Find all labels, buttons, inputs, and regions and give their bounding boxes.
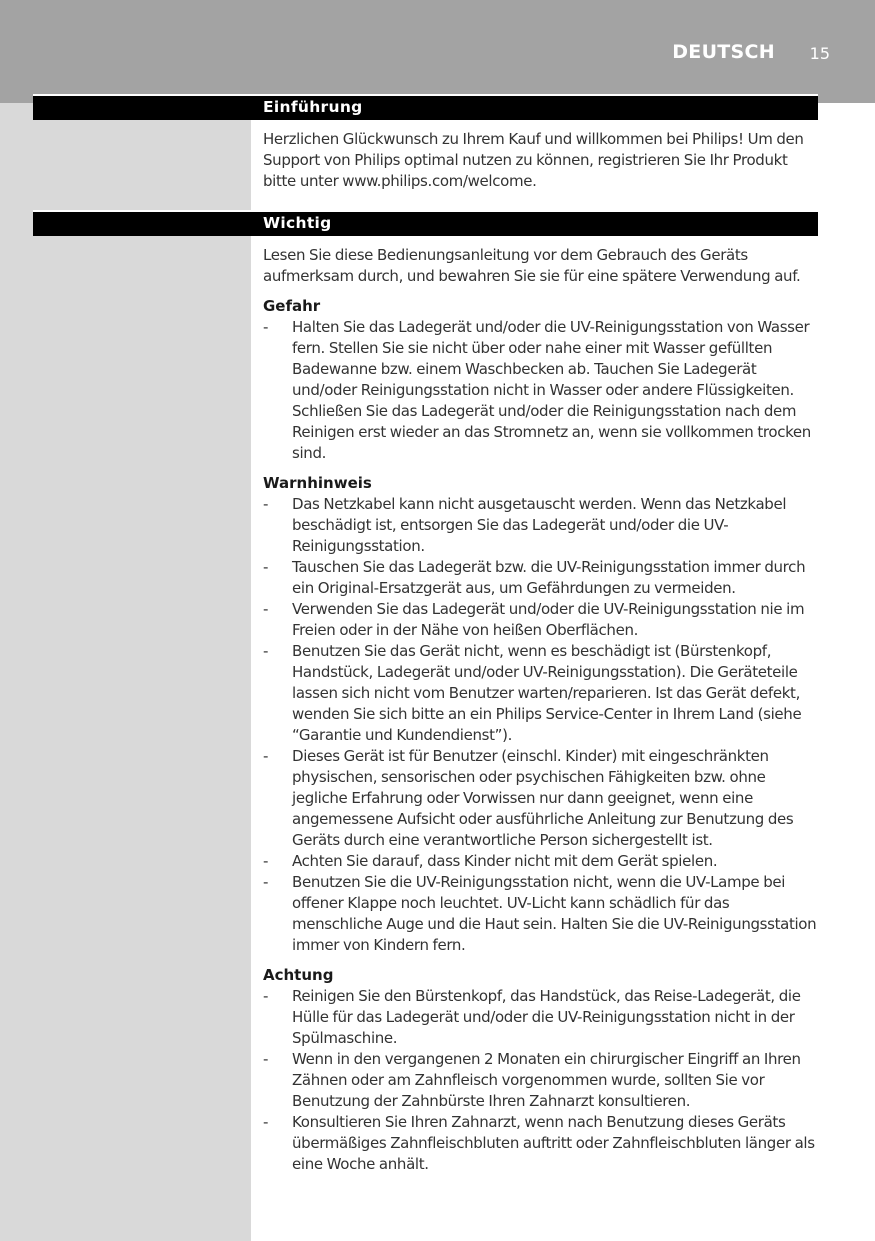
list-item: - Achten Sie darauf, dass Kinder nicht mit dem Gerät spielen. xyxy=(263,851,823,872)
list-item: - Tauschen Sie das Ladegerät bzw. die UV-Reinigungsstation immer durch ein Original-Ersatzgerät aus, um Gefährdungen zu vermeiden. xyxy=(263,557,823,599)
section-bar-important xyxy=(33,210,818,236)
list-item: - Wenn in den vergangenen 2 Monaten ein chirurgischer Eingriff an Ihren Zähnen oder am Zahnfleisch vorgenommen wurde, sollten Sie vor Benutzung der Zahnbürste Ihren Zahnarzt konsultieren. xyxy=(263,1049,823,1112)
left-margin-panel xyxy=(0,103,251,1241)
list-item: - Halten Sie das Ladegerät und/oder die UV-Reinigungsstation von Wasser fern. Stellen Sie sie nicht über oder nahe einer mit Wasser gefüllten Badewanne bzw. einem Waschbecken ab. Tauchen Sie Ladegerät und/oder Reinigungsstation nicht in Wasser oder andere Flüssigkeiten. Schließen Sie das Ladegerät und/oder die Reinigungsstation nach dem Reinigen erst wieder an das Stromnetz an, wenn sie vollkommen trocken sind. xyxy=(263,317,823,464)
intro-paragraph: Herzlichen Glückwunsch zu Ihrem Kauf und willkommen bei Philips! Um den Support von Philips optimal nutzen zu können, registrieren Sie Ihr Produkt bitte unter www.philips.com/welcome. xyxy=(263,130,804,190)
list-item: - Konsultieren Sie Ihren Zahnarzt, wenn nach Benutzung dieses Geräts übermäßiges Zahnfleischbluten auftritt oder Zahnfleischbluten länger als eine Woche anhält. xyxy=(263,1112,823,1175)
caution-heading: Achtung xyxy=(263,966,334,984)
section-title-intro: Einführung xyxy=(263,98,363,116)
list-item: - Reinigen Sie den Bürstenkopf, das Handstück, das Reise-Ladegerät, die Hülle für das Ladegerät und/oder die UV-Reinigungsstation nicht in der Spülmaschine. xyxy=(263,986,823,1049)
list-item: - Benutzen Sie die UV-Reinigungsstation nicht, wenn die UV-Lampe bei offener Klappe noch leuchtet. UV-Licht kann schädlich für das menschliche Auge und die Haut sein. Halten Sie die UV-Reinigungsstation immer von Kindern fern. xyxy=(263,872,823,956)
important-paragraph: Lesen Sie diese Bedienungsanleitung vor dem Gebrauch des Geräts aufmerksam durch, und bewahren Sie sie für eine spätere Verwendung auf. xyxy=(263,246,801,285)
section-title-important: Wichtig xyxy=(263,214,332,232)
important-block xyxy=(263,245,823,1175)
danger-list xyxy=(263,317,823,464)
warning-list xyxy=(263,494,823,956)
section-bar-intro xyxy=(33,94,818,120)
page-number: 15 xyxy=(809,44,830,63)
warning-heading: Warnhinweis xyxy=(263,474,372,492)
list-item: - Verwenden Sie das Ladegerät und/oder die UV-Reinigungsstation nie im Freien oder in der Nähe von heißen Oberflächen. xyxy=(263,599,823,641)
language-label: DEUTSCH xyxy=(672,41,775,63)
list-item: - Das Netzkabel kann nicht ausgetauscht werden. Wenn das Netzkabel beschädigt ist, entsorgen Sie das Ladegerät und/oder die UV-Reinigungsstation. xyxy=(263,494,823,557)
intro-block xyxy=(263,129,823,192)
list-item: - Dieses Gerät ist für Benutzer (einschl. Kinder) mit eingeschränkten physischen, sensorischen oder psychischen Fähigkeiten bzw. ohne jegliche Erfahrung oder Vorwissen nur dann geeignet, wenn eine angemessene Aufsicht oder ausführliche Anleitung zur Benutzung des Geräts durch eine verantwortliche Person sichergestellt ist. xyxy=(263,746,823,851)
list-item: - Benutzen Sie das Gerät nicht, wenn es beschädigt ist (Bürstenkopf, Handstück, Ladegerät und/oder UV-Reinigungsstation). Die Geräteteile lassen sich nicht vom Benutzer warten/reparieren. Ist das Gerät defekt, wenden Sie sich bitte an ein Philips Service-Center in Ihrem Land (siehe “Garantie und Kundendienst”). xyxy=(263,641,823,746)
caution-list xyxy=(263,986,823,1175)
danger-heading: Gefahr xyxy=(263,297,321,315)
